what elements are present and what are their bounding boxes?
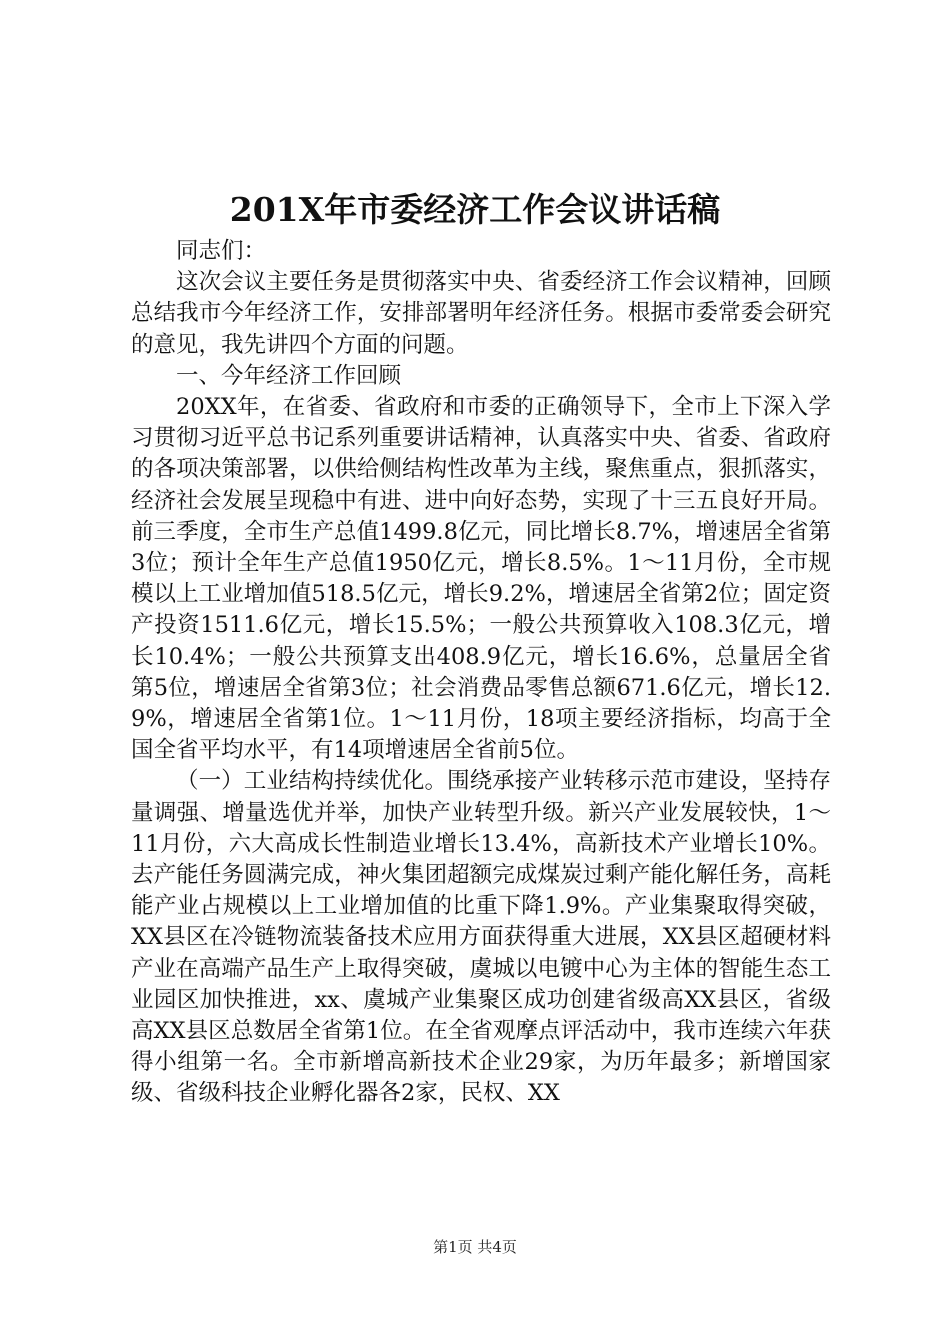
- document-title: 201X年市委经济工作会议讲话稿: [229, 190, 721, 229]
- section-heading: 一、今年经济工作回顾: [176, 362, 402, 389]
- intro-paragraph: 这次会议主要任务是贯彻落实中央、省委经济工作会议精神，回顾总结我市今年经济工作，安排部署明年经济任务。根据市委常委会研究的意见，我先讲四个方面的问题。: [131, 269, 831, 358]
- greeting-paragraph: 同志们：: [176, 238, 267, 264]
- document-body: [131, 236, 831, 1110]
- subsection-paragraph: （一）工业结构持续优化。围绕承接产业转移示范市建设，坚持存量调强、增量选优并举，加快产业转型升级。新兴产业发展较快，1～11月份，六大高成长性制造业增长13.4%，高新技术产业增长10%。去产能任务圆满完成，神火集团超额完成煤炭过剩产能化解任务，高耗能产业占规模以上工业增加值的比重下降1.9%。产业集聚取得突破，XX县区在冷链物流装备技术应用方面获得重大进展，XX县区超硬材料产业在高端产品生产上取得突破，虞城以电镀中心为主体的智能生态工业园区加快推进，xx、虞城产业集聚区成功创建省级高XX县区，省级高XX县区总数居全省第1位。在全省观摩点评活动中，我市连续六年获得小组第一名。全市新增高新技术企业29家，为历年最多；新增国家级、省级科技企业孵化器各2家，民权、XX: [131, 768, 831, 1107]
- page-number: 第1页 共4页: [433, 1238, 517, 1256]
- review-paragraph: 20XX年，在省委、省政府和市委的正确领导下，全市上下深入学习贯彻习近平总书记系列重要讲话精神，认真落实中央、省委、省政府的各项决策部署，以供给侧结构性改革为主线，聚焦重点，狠抓落实，经济社会发展呈现稳中有进、进中向好态势，实现了十三五良好开局。前三季度，全市生产总值1499.8亿元，同比增长8.7%，增速居全省第3位；预计全年生产总值1950亿元，增长8.5%。1～11月份，全市规模以上工业增加值518.5亿元，增长9.2%，增速居全省第2位；固定资产投资1511.6亿元，增长15.5%；一般公共预算收入108.3亿元，增长10.4%；一般公共预算支出408.9亿元，增长16.6%，总量居全省第5位，增速居全省第3位；社会消费品零售总额671.6亿元，增长12.9%，增速居全省第1位。1～11月份，18项主要经济指标，均高于全国全省平均水平，有14项增速居全省前5位。: [131, 394, 831, 764]
